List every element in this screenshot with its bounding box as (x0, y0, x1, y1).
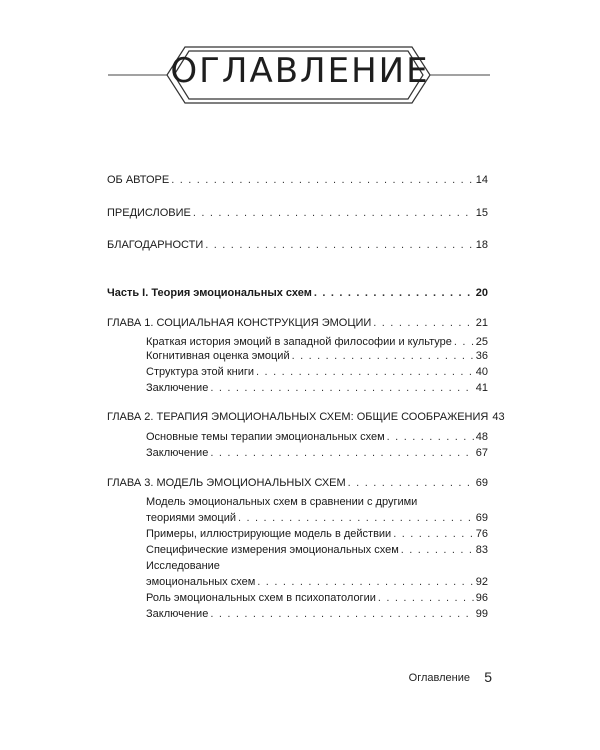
toc-entry-preface[interactable] (0, 203, 600, 223)
toc-entry-page: 15 (475, 207, 488, 219)
page-title: ОГЛАВЛЕНИЕ (170, 51, 430, 91)
toc-entry-page: 41 (475, 382, 488, 394)
toc-entry-label: Роль эмоциональных схем в психопатологии (146, 592, 376, 604)
toc-entry-label: Часть I. Теория эмоциональных схем (107, 287, 312, 299)
leader-dots (210, 604, 473, 624)
toc-entry-label: Модель эмоциональных схем в сравнении с другими (146, 496, 418, 508)
toc-entry-label: ГЛАВА 3. МОДЕЛЬ ЭМОЦИОНАЛЬНЫХ СХЕМ (107, 477, 346, 489)
toc-entry-author[interactable] (0, 170, 600, 190)
toc-entry-section[interactable] (0, 378, 600, 398)
toc-entry-label: ГЛАВА 1. СОЦИАЛЬНАЯ КОНСТРУКЦИЯ ЭМОЦИИ (107, 317, 372, 329)
leader-dots (171, 170, 474, 190)
toc-entry-label: Структура этой книги (146, 366, 255, 378)
toc-entry-chapter-2[interactable] (0, 407, 600, 427)
toc-entry-section[interactable] (0, 443, 600, 463)
toc-entry-page: 36 (475, 350, 488, 362)
toc-entry-page: 92 (475, 576, 488, 588)
toc-entry-label: ОБ АВТОРЕ (107, 174, 170, 186)
toc-entry-label: Краткая история эмоций в западной философии и культуре (146, 336, 452, 348)
toc-entry-label: БЛАГОДАРНОСТИ (107, 239, 204, 251)
toc-entry-page: 14 (475, 174, 488, 186)
toc-entry-part-1[interactable] (0, 283, 600, 303)
toc-entry-page: 99 (475, 608, 488, 620)
toc-entry-page: 67 (475, 447, 488, 459)
toc-entry-chapter-3[interactable] (0, 473, 600, 493)
toc-entry-page: 96 (475, 592, 488, 604)
toc-entry-label: Специфические измерения эмоциональных схем (146, 544, 399, 556)
toc-entry-label: ПРЕДИСЛОВИЕ (107, 207, 191, 219)
leader-dots (373, 313, 473, 333)
toc-entry-label: Основные темы терапии эмоциональных схем (146, 431, 385, 443)
toc-entry-page: 20 (475, 287, 488, 299)
toc-entry-chapter-1[interactable] (0, 313, 600, 333)
leader-dots (210, 443, 473, 463)
toc-entry-page: 21 (475, 317, 488, 329)
toc-entry-label: эмоциональных схем (146, 576, 256, 588)
toc-entry-label: Примеры, иллюстрирующие модель в действии (146, 528, 392, 540)
leader-dots (210, 378, 473, 398)
toc-entry-page: 76 (475, 528, 488, 540)
toc-entry-label: Когнитивная оценка эмоций (146, 350, 290, 362)
toc-entry-label: Исследование (146, 560, 220, 572)
toc-entry-label: Заключение (146, 382, 209, 394)
toc-entry-page: 83 (475, 544, 488, 556)
toc-entry-page: 69 (475, 512, 488, 524)
toc-entry-page: 25 (475, 336, 488, 348)
toc-entry-label: Заключение (146, 608, 209, 620)
toc-entry-label: Заключение (146, 447, 209, 459)
toc-entry-page: 48 (475, 431, 488, 443)
leader-dots (193, 203, 474, 223)
leader-dots (205, 235, 473, 255)
running-footer-label: Оглавление (408, 672, 470, 684)
leader-dots (314, 283, 474, 303)
toc-entry-acknowledgements[interactable] (0, 235, 600, 255)
page-number: 5 (484, 669, 492, 685)
toc-entry-section[interactable] (0, 604, 600, 624)
toc-entry-label: теориями эмоций (146, 512, 237, 524)
toc-entry-page: 43 (492, 411, 505, 423)
toc-entry-page: 69 (475, 477, 488, 489)
toc-entry-page: 18 (475, 239, 488, 251)
leader-dots (348, 473, 474, 493)
toc-entry-label: ГЛАВА 2. ТЕРАПИЯ ЭМОЦИОНАЛЬНЫХ СХЕМ: ОБЩИЕ СООБРАЖЕНИЯ (107, 411, 489, 423)
toc-entry-page: 40 (475, 366, 488, 378)
